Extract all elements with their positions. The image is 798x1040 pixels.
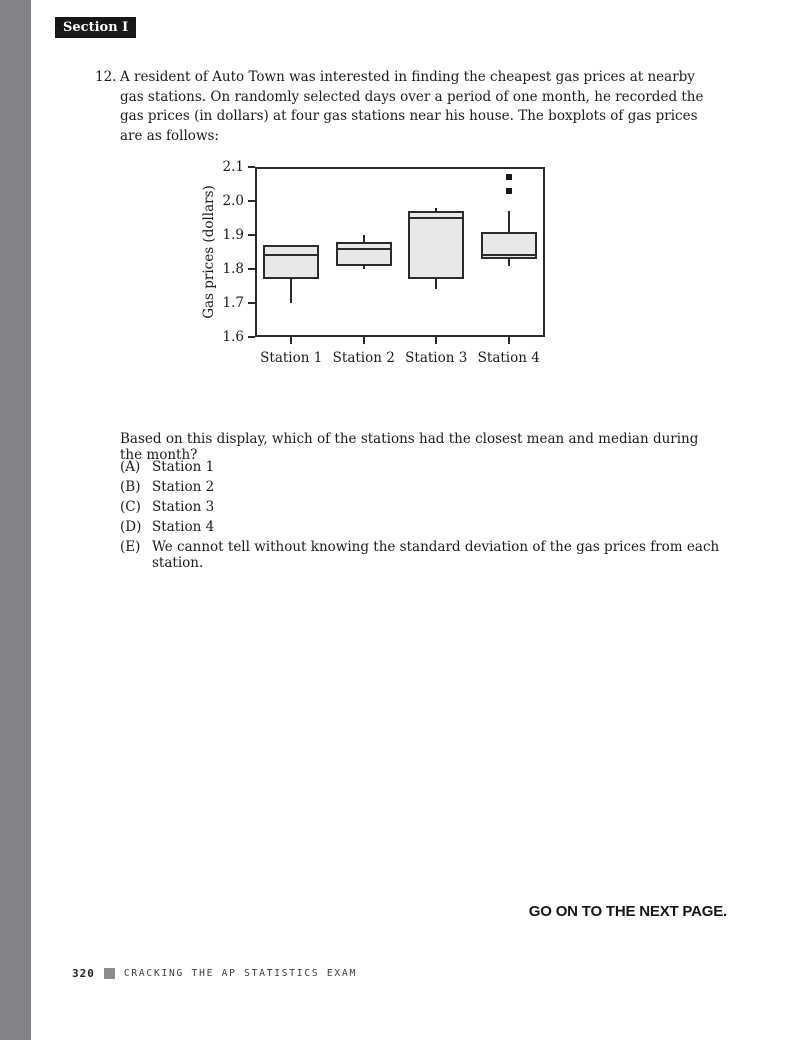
iqr-box [263, 245, 319, 279]
x-tick [435, 337, 437, 344]
upper-whisker [508, 211, 510, 231]
option-d-text: Station 4 [152, 519, 215, 535]
lower-whisker [363, 266, 365, 269]
y-tick-label: 1.9 [222, 227, 244, 243]
question-12 [95, 68, 711, 146]
x-tick [290, 337, 292, 344]
go-on-instruction: GO ON TO THE NEXT PAGE. [528, 903, 727, 920]
option-d [120, 519, 720, 539]
question-prompt: Based on this display, which of the stations had the closest mean and median during the month? [120, 431, 699, 463]
y-tick-label: 1.7 [222, 295, 244, 311]
option-b [120, 479, 720, 499]
lower-whisker [508, 259, 510, 266]
question-text: A resident of Auto Town was interested in finding the cheapest gas prices at nearby gas stations. On randomly selected days over a period of one month, he recorded the gas prices (in dollars) at four gas stations near his house. The boxplots of gas prices are as follows: [120, 69, 704, 144]
y-tick [248, 200, 255, 202]
boxplot-chart [195, 160, 595, 375]
x-tick [508, 337, 510, 344]
median-line [338, 248, 390, 250]
question-number: 12. [95, 69, 117, 85]
page-number: 320 [72, 967, 95, 980]
outlier-point [506, 174, 512, 180]
lower-whisker [290, 279, 292, 303]
lower-whisker [435, 279, 437, 289]
median-line [483, 254, 535, 256]
y-tick-label: 2.0 [222, 193, 244, 209]
y-tick [248, 268, 255, 270]
y-tick-label: 2.1 [222, 159, 244, 175]
median-line [265, 254, 317, 256]
y-tick-label: 1.6 [222, 329, 244, 345]
y-tick [248, 302, 255, 304]
x-axis-label: Station 3 [405, 350, 468, 366]
y-tick [248, 166, 255, 168]
y-axis-title: Gas prices (dollars) [201, 185, 217, 319]
option-c [120, 499, 720, 519]
option-a-text: Station 1 [152, 459, 215, 475]
upper-whisker [363, 235, 365, 242]
section-header: Section I [55, 17, 136, 38]
iqr-box [336, 242, 392, 266]
option-e-letter: (E) [120, 539, 141, 555]
outlier-point [506, 188, 512, 194]
option-b-text: Station 2 [152, 479, 215, 495]
x-axis-label: Station 1 [260, 350, 323, 366]
option-e [120, 539, 720, 571]
y-tick-label: 1.8 [222, 261, 244, 277]
x-tick [363, 337, 365, 344]
x-axis-label: Station 4 [477, 350, 540, 366]
option-b-letter: (B) [120, 479, 141, 495]
footer-square-icon [104, 968, 115, 979]
option-a [120, 459, 720, 479]
y-tick [248, 336, 255, 338]
iqr-box [408, 211, 464, 279]
book-title: CRACKING THE AP STATISTICS EXAM [123, 968, 357, 979]
option-e-text: We cannot tell without knowing the standard deviation of the gas prices from each station. [152, 539, 720, 571]
median-line [410, 217, 462, 219]
option-d-letter: (D) [120, 519, 142, 535]
page-edge-band [0, 0, 31, 1040]
page-footer [72, 967, 357, 980]
option-c-text: Station 3 [152, 499, 215, 515]
option-c-letter: (C) [120, 499, 141, 515]
y-tick [248, 234, 255, 236]
answer-options [120, 459, 720, 571]
option-a-letter: (A) [120, 459, 141, 475]
x-axis-label: Station 2 [332, 350, 395, 366]
